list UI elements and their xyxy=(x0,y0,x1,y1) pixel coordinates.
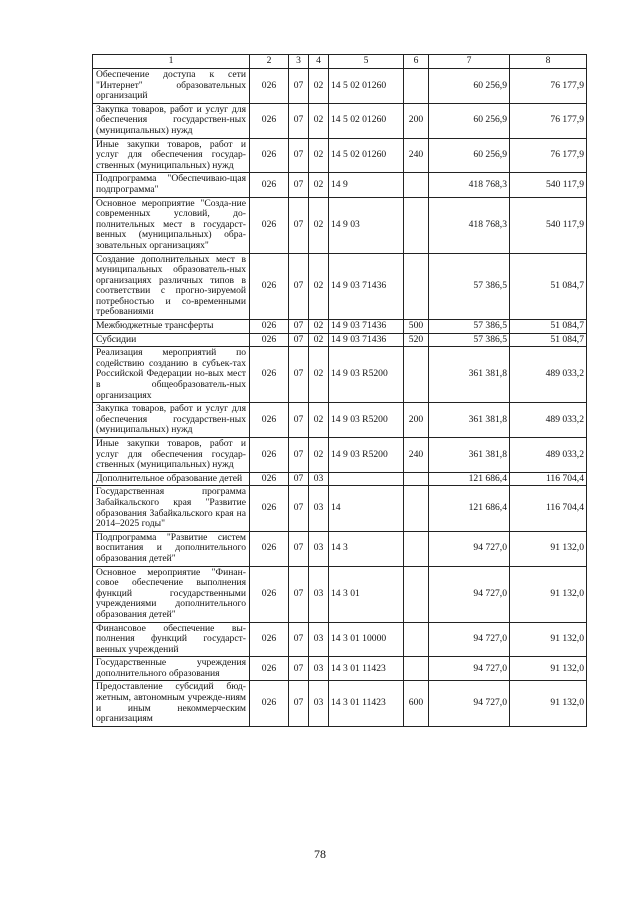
cell-expense-type: 240 xyxy=(404,438,429,473)
cell-amount-2: 489 033,2 xyxy=(510,403,587,438)
table-row xyxy=(93,566,587,622)
header-cell: 4 xyxy=(309,55,329,69)
cell-subsection: 03 xyxy=(309,681,329,726)
cell-expense-type: 200 xyxy=(404,103,429,138)
cell-ministry-code: 026 xyxy=(250,197,289,253)
cell-target-article: 14 5 02 01260 xyxy=(329,103,404,138)
cell-ministry-code: 026 xyxy=(250,253,289,320)
cell-target-article: 14 9 03 R5200 xyxy=(329,403,404,438)
cell-amount-2: 51 084,7 xyxy=(510,320,587,334)
cell-section: 07 xyxy=(289,333,309,347)
cell-expense-type xyxy=(404,566,429,622)
cell-expense-type xyxy=(404,69,429,104)
cell-amount-1: 60 256,9 xyxy=(429,138,510,173)
table-row xyxy=(93,657,587,681)
cell-subsection: 02 xyxy=(309,320,329,334)
cell-name: Создание дополнительных мест в муниципальных образователь-ных организациях различных типов в соответствии с прогно-зируемой потребностью и со-временными требованиями xyxy=(93,253,250,320)
header-row xyxy=(93,55,587,69)
cell-target-article: 14 9 03 71436 xyxy=(329,333,404,347)
cell-amount-2: 91 132,0 xyxy=(510,566,587,622)
cell-name: Основное мероприятие "Созда-ние современных условий, до-полнительных мест в государст-венных (муниципальных) обра-зовательных организациях" xyxy=(93,197,250,253)
cell-ministry-code: 026 xyxy=(250,438,289,473)
cell-amount-1: 361 381,8 xyxy=(429,438,510,473)
table-row xyxy=(93,253,587,320)
cell-ministry-code: 026 xyxy=(250,657,289,681)
cell-name: Государственная программа Забайкальского края "Развитие образования Забайкальского края на 2014–2025 годы" xyxy=(93,486,250,531)
cell-subsection: 02 xyxy=(309,403,329,438)
cell-subsection: 02 xyxy=(309,69,329,104)
cell-expense-type: 520 xyxy=(404,333,429,347)
cell-section: 07 xyxy=(289,103,309,138)
table-row xyxy=(93,333,587,347)
page-number: 78 xyxy=(314,847,326,861)
cell-amount-1: 57 386,5 xyxy=(429,333,510,347)
table-row xyxy=(93,438,587,473)
cell-subsection: 02 xyxy=(309,103,329,138)
cell-amount-1: 361 381,8 xyxy=(429,347,510,403)
table-row xyxy=(93,197,587,253)
cell-ministry-code: 026 xyxy=(250,320,289,334)
cell-name: Предоставление субсидий бюд-жетным, автономным учрежде-ниям и иным некоммерческим организациям xyxy=(93,681,250,726)
cell-section: 07 xyxy=(289,347,309,403)
cell-subsection: 03 xyxy=(309,622,329,657)
cell-subsection: 03 xyxy=(309,657,329,681)
cell-expense-type: 500 xyxy=(404,320,429,334)
cell-ministry-code: 026 xyxy=(250,531,289,566)
cell-subsection: 03 xyxy=(309,486,329,531)
cell-amount-2: 116 704,4 xyxy=(510,486,587,531)
cell-section: 07 xyxy=(289,531,309,566)
cell-ministry-code: 026 xyxy=(250,486,289,531)
cell-expense-type xyxy=(404,486,429,531)
cell-ministry-code: 026 xyxy=(250,103,289,138)
cell-subsection: 02 xyxy=(309,347,329,403)
cell-section: 07 xyxy=(289,173,309,197)
cell-name: Подпрограмма "Развитие систем воспитания и дополнительного образования детей" xyxy=(93,531,250,566)
cell-ministry-code: 026 xyxy=(250,472,289,486)
cell-amount-2: 489 033,2 xyxy=(510,347,587,403)
cell-amount-2: 540 117,9 xyxy=(510,197,587,253)
cell-amount-2: 51 084,7 xyxy=(510,253,587,320)
cell-subsection: 02 xyxy=(309,438,329,473)
cell-section: 07 xyxy=(289,486,309,531)
cell-name: Реализация мероприятий по содействию созданию в субъек-тах Российской Федерации но-вых мест в общеобразователь-ных организациях xyxy=(93,347,250,403)
cell-expense-type xyxy=(404,347,429,403)
cell-subsection: 03 xyxy=(309,531,329,566)
cell-expense-type xyxy=(404,173,429,197)
header-cell: 8 xyxy=(510,55,587,69)
table-row xyxy=(93,347,587,403)
cell-amount-1: 94 727,0 xyxy=(429,657,510,681)
cell-ministry-code: 026 xyxy=(250,566,289,622)
cell-target-article: 14 3 01 11423 xyxy=(329,657,404,681)
cell-amount-2: 91 132,0 xyxy=(510,681,587,726)
header-cell: 2 xyxy=(250,55,289,69)
cell-name: Иные закупки товаров, работ и услуг для обеспечения государ-ственных (муниципальных) нужд xyxy=(93,138,250,173)
cell-expense-type: 240 xyxy=(404,138,429,173)
header-cell: 3 xyxy=(289,55,309,69)
table-row xyxy=(93,103,587,138)
cell-target-article: 14 3 01 11423 xyxy=(329,681,404,726)
cell-ministry-code: 026 xyxy=(250,173,289,197)
cell-name: Закупка товаров, работ и услуг для обеспечения государствен-ных (муниципальных) нужд xyxy=(93,103,250,138)
cell-ministry-code: 026 xyxy=(250,138,289,173)
header-cell: 6 xyxy=(404,55,429,69)
table-row xyxy=(93,320,587,334)
cell-amount-2: 76 177,9 xyxy=(510,103,587,138)
cell-ministry-code: 026 xyxy=(250,333,289,347)
cell-amount-2: 91 132,0 xyxy=(510,622,587,657)
header-cell: 5 xyxy=(329,55,404,69)
cell-amount-1: 60 256,9 xyxy=(429,103,510,138)
cell-name: Обеспечение доступа к сети "Интернет" образовательных организаций xyxy=(93,69,250,104)
cell-ministry-code: 026 xyxy=(250,681,289,726)
table-row xyxy=(93,173,587,197)
cell-amount-2: 76 177,9 xyxy=(510,69,587,104)
header-cell: 7 xyxy=(429,55,510,69)
cell-expense-type xyxy=(404,657,429,681)
cell-amount-1: 57 386,5 xyxy=(429,253,510,320)
cell-amount-1: 60 256,9 xyxy=(429,69,510,104)
cell-expense-type: 200 xyxy=(404,403,429,438)
cell-target-article: 14 9 03 R5200 xyxy=(329,438,404,473)
cell-amount-2: 76 177,9 xyxy=(510,138,587,173)
cell-target-article: 14 9 03 71436 xyxy=(329,320,404,334)
cell-target-article: 14 3 xyxy=(329,531,404,566)
cell-amount-1: 57 386,5 xyxy=(429,320,510,334)
cell-amount-2: 51 084,7 xyxy=(510,333,587,347)
cell-expense-type xyxy=(404,253,429,320)
cell-ministry-code: 026 xyxy=(250,347,289,403)
cell-target-article: 14 9 xyxy=(329,173,404,197)
cell-section: 07 xyxy=(289,320,309,334)
cell-expense-type xyxy=(404,472,429,486)
cell-subsection: 02 xyxy=(309,333,329,347)
cell-name: Подпрограмма "Обеспечиваю-щая подпрограмма" xyxy=(93,173,250,197)
cell-expense-type xyxy=(404,531,429,566)
cell-section: 07 xyxy=(289,622,309,657)
cell-target-article: 14 3 01 xyxy=(329,566,404,622)
cell-target-article xyxy=(329,472,404,486)
cell-name: Субсидии xyxy=(93,333,250,347)
cell-expense-type xyxy=(404,197,429,253)
cell-expense-type xyxy=(404,622,429,657)
header-cell: 1 xyxy=(93,55,250,69)
cell-subsection: 02 xyxy=(309,138,329,173)
cell-section: 07 xyxy=(289,197,309,253)
cell-section: 07 xyxy=(289,253,309,320)
cell-section: 07 xyxy=(289,69,309,104)
cell-name: Финансовое обеспечение вы-полнения функций государст-венных учреждений xyxy=(93,622,250,657)
table-row xyxy=(93,69,587,104)
cell-amount-1: 94 727,0 xyxy=(429,622,510,657)
cell-subsection: 03 xyxy=(309,566,329,622)
cell-subsection: 03 xyxy=(309,472,329,486)
cell-amount-1: 418 768,3 xyxy=(429,197,510,253)
cell-target-article: 14 5 02 01260 xyxy=(329,69,404,104)
cell-target-article: 14 5 02 01260 xyxy=(329,138,404,173)
cell-amount-2: 540 117,9 xyxy=(510,173,587,197)
cell-target-article: 14 9 03 xyxy=(329,197,404,253)
table-body xyxy=(93,69,587,727)
cell-amount-2: 91 132,0 xyxy=(510,531,587,566)
cell-name: Межбюджетные трансферты xyxy=(93,320,250,334)
cell-name: Государственные учреждения дополнительного образования xyxy=(93,657,250,681)
cell-amount-1: 121 686,4 xyxy=(429,486,510,531)
budget-table-sheet xyxy=(92,54,586,727)
cell-amount-2: 91 132,0 xyxy=(510,657,587,681)
table-row xyxy=(93,486,587,531)
table-row xyxy=(93,138,587,173)
cell-amount-1: 418 768,3 xyxy=(429,173,510,197)
cell-section: 07 xyxy=(289,438,309,473)
cell-subsection: 02 xyxy=(309,173,329,197)
cell-subsection: 02 xyxy=(309,253,329,320)
cell-target-article: 14 9 03 71436 xyxy=(329,253,404,320)
cell-name: Дополнительное образование детей xyxy=(93,472,250,486)
cell-name: Основное мероприятие "Финан-совое обеспечение выполнения функций государственными учреждениями дополнительного образования детей" xyxy=(93,566,250,622)
cell-section: 07 xyxy=(289,681,309,726)
table-row xyxy=(93,531,587,566)
cell-target-article: 14 9 03 R5200 xyxy=(329,347,404,403)
cell-amount-1: 94 727,0 xyxy=(429,531,510,566)
cell-name: Иные закупки товаров, работ и услуг для обеспечения государ-ственных (муниципальных) нужд xyxy=(93,438,250,473)
cell-amount-1: 94 727,0 xyxy=(429,681,510,726)
cell-ministry-code: 026 xyxy=(250,403,289,438)
cell-amount-1: 94 727,0 xyxy=(429,566,510,622)
table-row xyxy=(93,472,587,486)
budget-table xyxy=(92,54,587,727)
cell-amount-1: 121 686,4 xyxy=(429,472,510,486)
cell-section: 07 xyxy=(289,472,309,486)
cell-section: 07 xyxy=(289,657,309,681)
cell-expense-type: 600 xyxy=(404,681,429,726)
cell-target-article: 14 xyxy=(329,486,404,531)
table-row xyxy=(93,403,587,438)
cell-target-article: 14 3 01 10000 xyxy=(329,622,404,657)
table-row xyxy=(93,681,587,726)
cell-subsection: 02 xyxy=(309,197,329,253)
cell-ministry-code: 026 xyxy=(250,622,289,657)
cell-section: 07 xyxy=(289,138,309,173)
cell-ministry-code: 026 xyxy=(250,69,289,104)
cell-section: 07 xyxy=(289,566,309,622)
table-row xyxy=(93,622,587,657)
cell-amount-2: 116 704,4 xyxy=(510,472,587,486)
cell-name: Закупка товаров, работ и услуг для обеспечения государствен-ных (муниципальных) нужд xyxy=(93,403,250,438)
cell-section: 07 xyxy=(289,403,309,438)
cell-amount-2: 489 033,2 xyxy=(510,438,587,473)
cell-amount-1: 361 381,8 xyxy=(429,403,510,438)
